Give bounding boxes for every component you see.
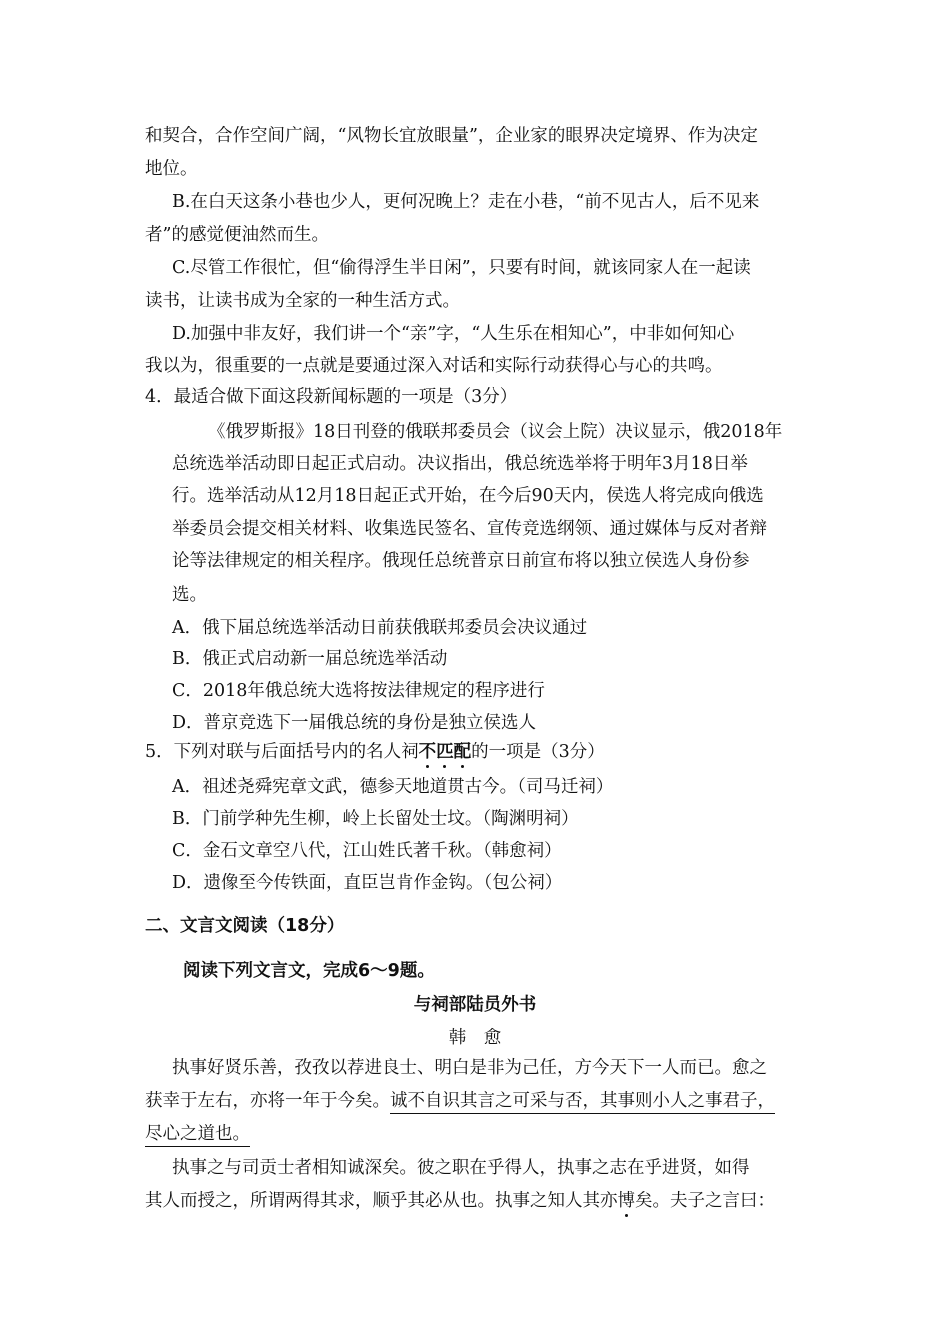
emphasis-char: 配 [453,742,472,762]
emphasis-char: 匹 [436,742,454,762]
option-b-line: 者”的感觉便油然而生。 [145,225,329,245]
text-line: 地位。 [145,159,198,179]
news-line: 举委员会提交相关材料、收集选民签名、宣传竞选纲领、通过媒体与反对者辩 [172,519,767,539]
passage-text: 矣。夫子之言曰： [635,1191,775,1211]
news-line: 行。选举活动从12月18日起正式开始，在今后90天内，侯选人将完成向俄选 [172,486,764,506]
article-title: 与祠部陆员外书 [413,995,537,1015]
news-line: 总统选举活动即日起正式启动。决议指出，俄总统选举将于明年3月18日举 [172,454,748,474]
option-c-line: 读书，让读书成为全家的一种生活方式。 [145,291,460,311]
text-line: 和契合，合作空间广阔，“风物长宜放眼量”，企业家的眼界决定境界、作为决定 [145,126,758,146]
passage-text: 获幸于左右，亦将一年于今矣。 [145,1091,390,1111]
q5-option-c: C．金石文章空八代，江山姓氏著千秋。（韩愈祠） [172,841,562,861]
underlined-sentence: 尽心之道也。 [145,1124,250,1147]
q5-option-d: D．遗像至今传铁面，直臣岂肯作金钩。（包公祠） [172,873,563,893]
news-line: 论等法律规定的相关程序。俄现任总统普京日前宣布将以独立侯选人身份参 [172,551,750,571]
passage-line [145,1126,250,1144]
news-line: 《俄罗斯报》18日刊登的俄联邦委员会（议会上院）决议显示，俄2018年 [208,422,783,442]
q4-option-a: A．俄下届总统选举活动日前获俄联邦委员会决议通过 [172,618,588,638]
passage-line: 执事之与司贡士者相知诚深矣。彼之职在乎得人，执事之志在乎进贤，如得 [172,1158,750,1178]
emphasis-char: 博 [617,1191,635,1211]
q5-stem-after: 的一项是（3分） [471,742,605,762]
q4-option-d: D．普京竞选下一届俄总统的身份是独立侯选人 [172,713,537,733]
section-heading: 二、文言文阅读（18分） [145,916,345,936]
article-author: 韩 愈 [448,1028,502,1048]
question-5-stem [145,744,605,762]
passage-line [145,1093,775,1111]
passage-line [145,1193,775,1211]
passage-text: 其人而授之，所谓两得其求，顺乎其必从也。执事之知人其亦 [145,1191,618,1211]
option-b-line: B.在白天这条小巷也少人，更何况晚上？走在小巷，“前不见古人，后不见来 [172,192,760,212]
q4-option-b: B．俄正式启动新一届总统选举活动 [172,649,448,669]
instruction: 阅读下列文言文，完成6～9题。 [183,961,435,981]
option-d-line: 我以为，很重要的一点就是要通过深入对话和实际行动获得心与心的共鸣。 [145,356,723,376]
underlined-sentence: 诚不自识其言之可采与否，其事则小人之事君子， [390,1091,775,1114]
q5-stem-before: 5．下列对联与后面括号内的名人祠 [145,742,419,762]
news-line: 选。 [172,585,207,605]
q5-option-b: B．门前学种先生柳，岭上长留处士坟。（陶渊明祠） [172,809,579,829]
option-c-line: C.尽管工作很忙，但“偷得浮生半日闲”，只要有时间，就该同家人在一起读 [172,258,751,278]
q5-option-a: A．祖述尧舜宪章文武，德参天地道贯古今。（司马迁祠） [172,777,614,797]
question-4-stem: 4．最适合做下面这段新闻标题的一项是（3分） [145,387,518,407]
option-d-line: D.加强中非友好，我们讲一个“亲”字，“人生乐在相知心”，中非如何知心 [172,324,735,344]
q4-option-c: C．2018年俄总统大选将按法律规定的程序进行 [172,681,545,701]
emphasis-char: 不 [418,742,437,762]
passage-line: 执事好贤乐善，孜孜以荐进良士、明白是非为己任，方今天下一人而已。愈之 [172,1058,767,1078]
